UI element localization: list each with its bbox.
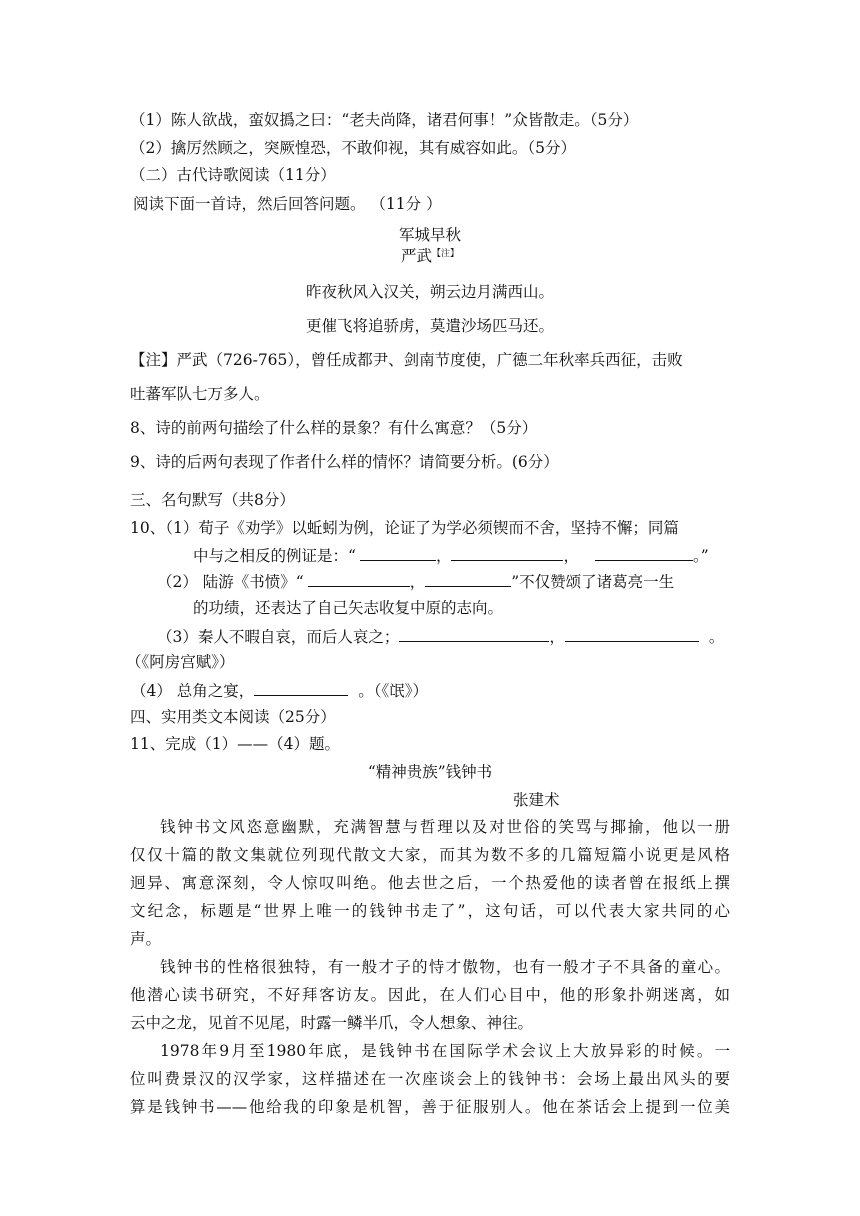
article-p1-line-4: 文纪念，标题是“世界上唯一的钱钟书走了”，这句话，可以代表大家共同的心	[130, 902, 730, 920]
article-author: 张建术	[513, 791, 560, 809]
article-p2-line-2: 他潜心读书研究，不好拜客访友。因此，在人们心目中，他的形象扑朔迷离，如	[130, 986, 730, 1004]
poem-author: 严武	[400, 247, 432, 265]
section-2-heading: （二）古代诗歌阅读（11分）	[130, 166, 336, 184]
q10-1-end: 。”	[692, 547, 709, 565]
q10-1-prompt: 中与之相反的例证是：“	[193, 547, 356, 565]
q10-1-sep-2: ，	[563, 547, 579, 565]
poem-line-2: 更催飞将追骄虏，莫遣沙场匹马还。	[305, 317, 554, 335]
q10-2-blank-1[interactable]	[308, 571, 410, 587]
q10-2-sep: ，	[409, 573, 426, 591]
question-10-3-line-2: （《阿房宫赋》）	[126, 653, 235, 671]
article-p3-line-2: 位叫费景汉的汉学家，这样描述在一次座谈会上的钱钟书：会场上最出风头的要	[130, 1070, 730, 1088]
q10-4-suffix: 。（《氓》）	[358, 682, 429, 700]
poem-note-line-1: 【注】严武（726-765），曾任成都尹、剑南节度使，广德二年秋率兵西征，击败	[130, 351, 683, 369]
q10-1-sep-1: ，	[435, 547, 452, 565]
q10-4-blank[interactable]	[254, 680, 348, 696]
question-10-2-line-2: 的功绩，还表达了自己矢志收复中原的志向。	[193, 599, 504, 617]
article-p3-line-1: 1978年9月至1980年底，是钱钟书在国际学术会议上大放异彩的时候。一	[160, 1042, 730, 1060]
question-8: 8、诗的前两句描绘了什么样的景象？有什么寓意？（5分）	[130, 419, 538, 437]
section-3-heading: 三、名句默写（共8分）	[130, 491, 295, 509]
q7-item-2: （2）擒厉然顾之，突厥惶恐，不敢仰视，其有威容如此。（5分）	[130, 139, 576, 157]
question-10-2-line-1	[157, 571, 674, 592]
poem-line-1: 昨夜秋风入汉关，朔云边月满西山。	[305, 283, 554, 301]
question-10-1-line-1: 10、（1）荀子《劝学》以蚯蚓为例，论证了为学必须锲而不舍，坚持不懈；同篇	[130, 519, 679, 537]
article-p1-line-1: 钱钟书文风恣意幽默，充满智慧与哲理以及对世俗的笑骂与揶揄，他以一册	[160, 818, 730, 836]
question-10-1-line-2	[193, 545, 709, 566]
poem-author-line	[0, 246, 860, 266]
q7-item-1: （1）陈人欲战，蛮奴撝之曰：“老夫尚降，诸君何事！”众皆散走。（5分）	[130, 111, 639, 129]
q10-1-blank-3[interactable]	[595, 545, 693, 561]
q10-2-suffix: ”不仅赞颂了诸葛亮一生	[511, 573, 675, 591]
article-title: “精神贵族”钱钟书	[367, 763, 493, 781]
q10-1-blank-1[interactable]	[360, 545, 436, 561]
article-p1-line-5: 声。	[130, 930, 162, 948]
question-9: 9、诗的后两句表现了作者什么样的情怀？请简要分析。(6分）	[130, 453, 559, 471]
q10-4-prompt: （4） 总角之宴，	[131, 682, 255, 700]
poem-title: 军城早秋	[398, 226, 461, 244]
q10-2-blank-2[interactable]	[425, 571, 511, 587]
article-p1-line-2: 仅仅十篇的散文集就位列现代散文大家，而其为数不多的几篇短篇小说更是风格	[130, 846, 730, 864]
article-p2-line-1: 钱钟书的性格很独特，有一般才子的恃才傲物，也有一般才子不具备的童心。	[160, 958, 730, 976]
poem-note-mark: 【注】	[432, 249, 460, 259]
q10-3-prompt: （3）秦人不暇自哀，而后人哀之；	[157, 628, 400, 646]
q10-3-end: 。	[708, 628, 725, 646]
section-4-heading: 四、实用类文本阅读（25分）	[130, 708, 336, 726]
q10-1-blank-2[interactable]	[451, 545, 563, 561]
article-p2-line-3: 云中之龙，见首不见尾，时露一鳞半爪，令人想象、神往。	[130, 1014, 534, 1032]
q10-2-prompt: （2） 陆游《书愤》“	[157, 573, 304, 591]
q10-3-blank-1[interactable]	[399, 626, 549, 642]
question-10-3-line-1	[157, 626, 724, 647]
poem-note-line-2: 吐蕃军队七万多人。	[130, 385, 270, 403]
poem-instruction: 阅读下面一首诗，然后回答问题。 （11分 ）	[133, 195, 442, 213]
question-11: 11、完成（1）——（4）题。	[130, 735, 340, 753]
q10-3-sep: ，	[549, 628, 565, 646]
q10-3-blank-2[interactable]	[565, 626, 699, 642]
question-10-4	[131, 680, 428, 701]
article-p1-line-3: 迥异、寓意深刻，令人惊叹叫绝。他去世之后，一个热爱他的读者曾在报纸上撰	[130, 874, 730, 892]
article-p3-line-3: 算是钱钟书——他给我的印象是机智，善于征服别人。他在茶话会上提到一位美	[130, 1098, 730, 1116]
